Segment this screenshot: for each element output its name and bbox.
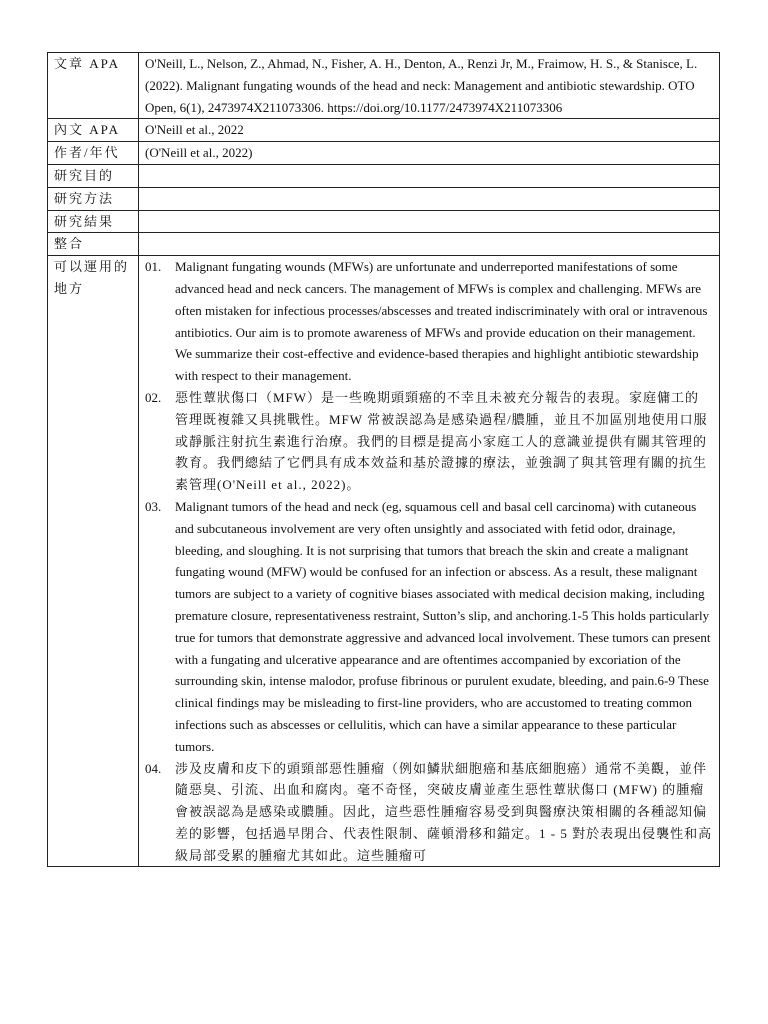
label-applicable: 可以運用的地方 [48, 256, 139, 867]
value-results [139, 210, 720, 233]
applicable-list [145, 256, 713, 866]
list-item [145, 387, 713, 496]
value-article-apa: O'Neill, L., Nelson, Z., Ahmad, N., Fisher, A. H., Denton, A., Renzi Jr, M., Fraimow, H. S., & Stanisce, L. (2022). Malignant fungating wounds of the head and neck: Management and antibiotic stewardship. OTO Open, 6(1), 2473974X211073306. https://doi.org/10.1177/2473974X211073306 [139, 53, 720, 119]
row-purpose [48, 164, 720, 187]
label-integration: 整合 [48, 233, 139, 256]
row-integration [48, 233, 720, 256]
label-purpose: 研究目的 [48, 164, 139, 187]
list-item [145, 758, 713, 867]
value-applicable [139, 256, 720, 867]
label-author-year: 作者/年代 [48, 142, 139, 165]
item-number: 01. [145, 259, 162, 275]
literature-record-table [47, 52, 720, 867]
list-item [145, 496, 713, 758]
row-results [48, 210, 720, 233]
row-author-year [48, 142, 720, 165]
item-text: Malignant fungating wounds (MFWs) are unfortunate and underreported manifestations of some advanced head and neck cancers. The management of MFWs is complex and challenging. MFWs are often mistaken for infectious processes/abscesses and treated indiscriminately with oral or intravenous antibiotics. Our aim is to promote awareness of MFWs and provide education on their management. We summarize their cost-effective and evidence-based therapies and highlight antibiotic stewardship with respect to their management. [175, 259, 708, 384]
row-method [48, 187, 720, 210]
row-applicable [48, 256, 720, 867]
list-item [145, 256, 713, 387]
item-number: 04. [145, 760, 162, 776]
label-method: 研究方法 [48, 187, 139, 210]
value-author-year: (O'Neill et al., 2022) [139, 142, 720, 165]
label-article-apa: 文章 APA [48, 53, 139, 119]
value-purpose [139, 164, 720, 187]
label-results: 研究結果 [48, 210, 139, 233]
item-text: 惡性蕈狀傷口（MFW）是一些晚期頭頸癌的不幸且未被充分報告的表現。家庭傭工的管理既複雜又具挑戰性。MFW 常被誤認為是感染過程/膿腫，並且不加區別地使用口服或靜脈注射抗生素進行治療。我們的目標是提高小家庭工人的意識並提供有關其管理的教育。我們總結了它們具有成本效益和基於證據的療法，並強調了與其管理有關的抗生素管理(O'Neill et al., 2022)。 [175, 389, 708, 493]
value-method [139, 187, 720, 210]
item-text: 涉及皮膚和皮下的頭頸部惡性腫瘤（例如鱗狀細胞癌和基底細胞癌）通常不美觀，並伴隨惡臭、引流、出血和腐肉。毫不奇怪，突破皮膚並產生惡性蕈狀傷口 (MFW) 的腫瘤會被誤認為是感染或膿腫。因此，這些惡性腫瘤容易受到與醫療決策相關的各種認知偏差的影響，包括過早閉合、代表性限制、薩頓滑移和錨定。1 - 5 對於表現出侵襲性和高級局部受累的腫瘤尤其如此。這些腫瘤可 [175, 760, 713, 863]
item-number: 03. [145, 498, 162, 514]
value-integration [139, 233, 720, 256]
value-intext-apa: O'Neill et al., 2022 [139, 119, 720, 142]
item-text: Malignant tumors of the head and neck (eg, squamous cell and basal cell carcinoma) with cutaneous and subcutaneous involvement are very often unsightly and associated with fetid odor, drainage, bleeding, and sloughing. It is not surprising that tumors that breach the skin and create a malignant fungating wound (MFW) would be confused for an infection or abscess. As a result, these malignant tumors are subject to a variety of cognitive biases associated with medical decision making, including premature closure, representativeness restraint, Sutton’s slip, and anchoring.1-5 This holds particularly true for tumors that demonstrate aggressive and advanced local involvement. These tumors can present with a fungating and ulcerative appearance and are oftentimes accompanied by excoriation of the surrounding skin, intense malodor, profuse fibrinous or purulent exudate, bleeding, and pain.6-9 These clinical findings may be misleading to first-line providers, who are accustomed to treating common infections such as abscesses or cellulitis, which can have a similar appearance to these particular tumors. [175, 498, 711, 754]
row-article-apa [48, 53, 720, 119]
item-number: 02. [145, 389, 162, 405]
row-intext-apa [48, 119, 720, 142]
label-intext-apa: 內文 APA [48, 119, 139, 142]
